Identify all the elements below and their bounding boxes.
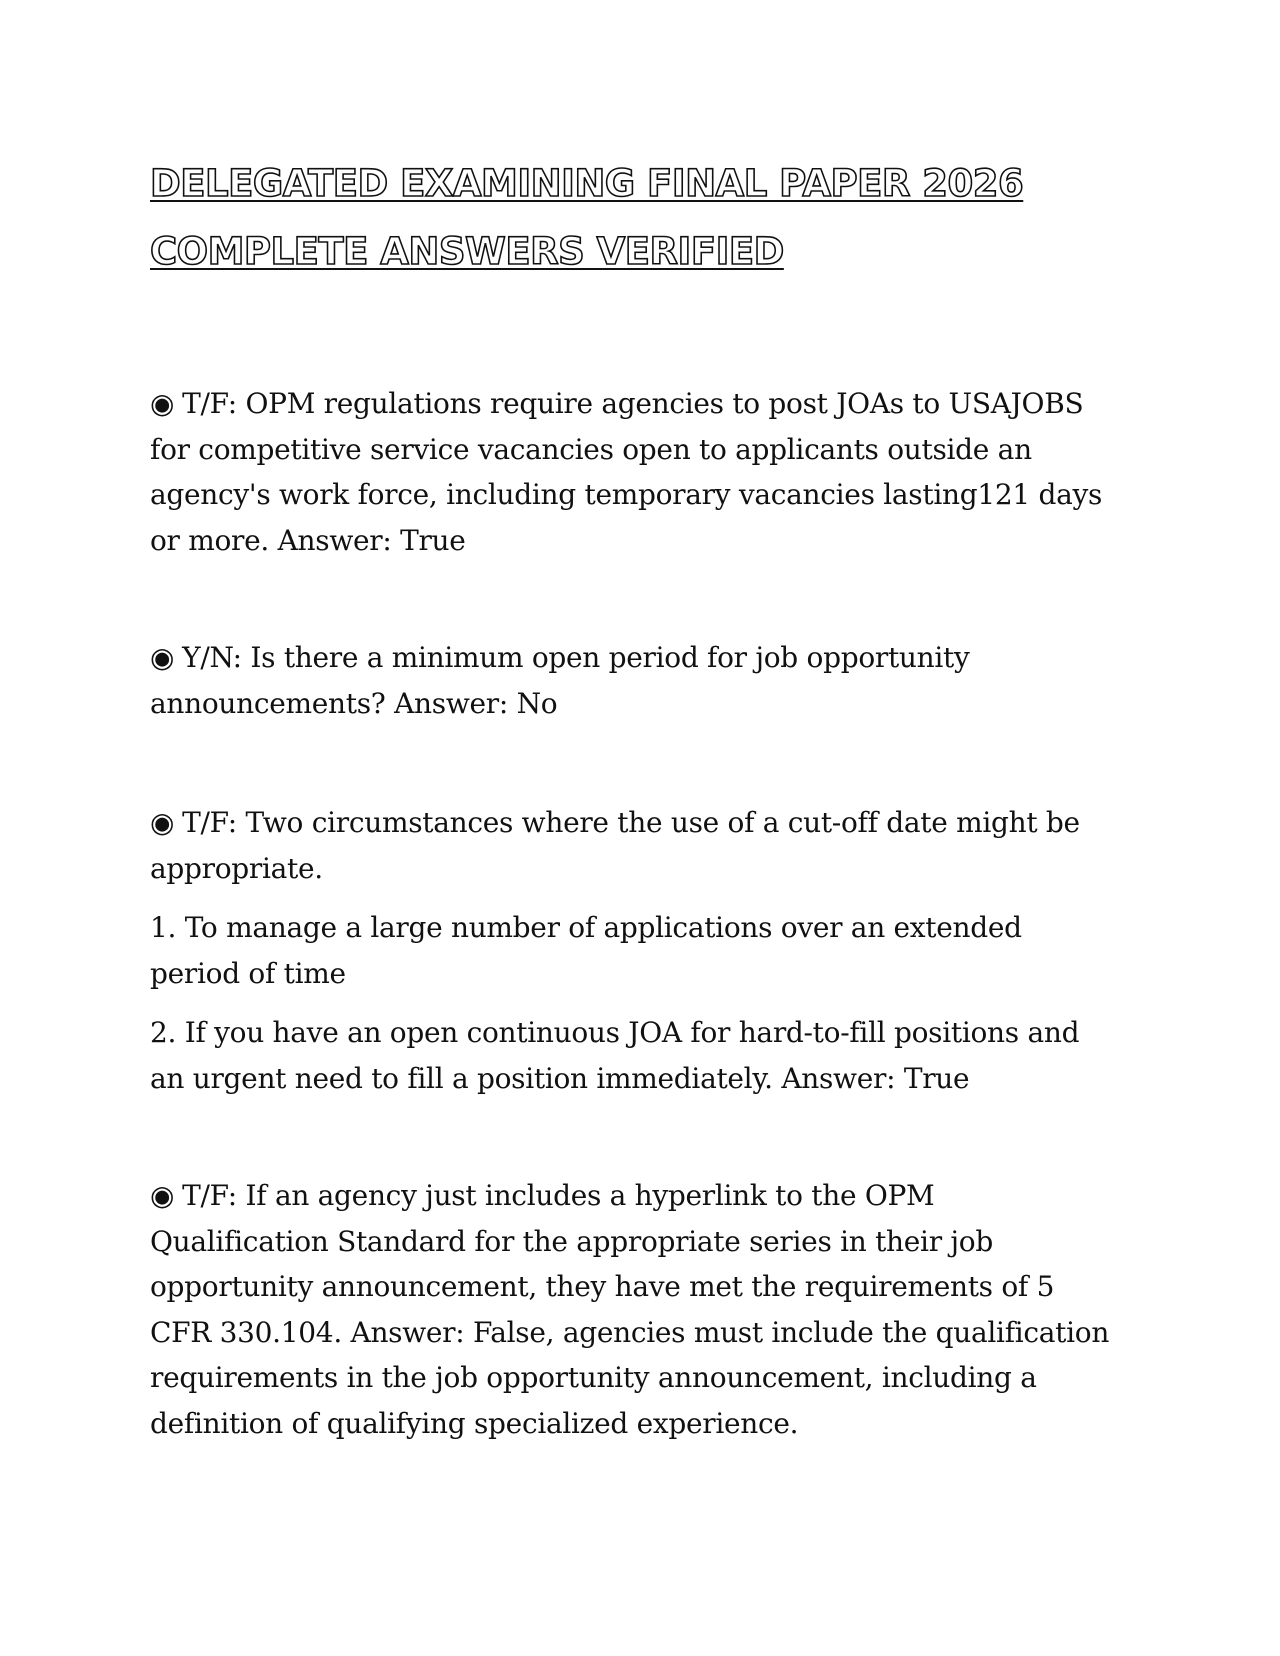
question-text: ◉ Y/N: Is there a minimum open period for job opportunity announcements? Answer: No bbox=[150, 635, 1120, 726]
title-line-1: DELEGATED EXAMINING FINAL PAPER 2026 bbox=[150, 162, 1024, 205]
radio-bullet-icon: ◉ bbox=[150, 387, 175, 420]
document-page bbox=[150, 150, 1120, 1518]
question-block-1 bbox=[150, 381, 1120, 563]
radio-bullet-icon: ◉ bbox=[150, 806, 175, 839]
question-text: ◉ T/F: If an agency just includes a hyperlink to the OPM Qualification Standard for the appropriate series in their job opportunity announcement, they have met the requirements of 5 CFR 330.104. Answer: False, agencies must include the qualification requirements in the job opportunity announcement, including a definition of qualifying specialized experience. bbox=[150, 1173, 1120, 1446]
question-block-4 bbox=[150, 1173, 1120, 1446]
radio-bullet-icon: ◉ bbox=[150, 641, 175, 674]
title-line-2: COMPLETE ANSWERS VERIFIED bbox=[150, 230, 784, 273]
document-title bbox=[150, 150, 1120, 286]
question-text: ◉ T/F: Two circumstances where the use of a cut-off date might be appropriate. bbox=[150, 800, 1120, 891]
question-text: ◉ T/F: OPM regulations require agencies to post JOAs to USAJOBS for competitive service vacancies open to applicants outside an agency's work force, including temporary vacancies lasting121 days or more. Answer: True bbox=[150, 381, 1120, 563]
list-item: 1. To manage a large number of applications over an extended period of time bbox=[150, 911, 1022, 990]
question-block-3 bbox=[150, 800, 1120, 1101]
list-item: 2. If you have an open continuous JOA for hard-to-fill positions and an urgent need to fill a position immediately. Answer: True bbox=[150, 1016, 1080, 1095]
radio-bullet-icon: ◉ bbox=[150, 1179, 175, 1212]
question-block-2 bbox=[150, 635, 1120, 726]
